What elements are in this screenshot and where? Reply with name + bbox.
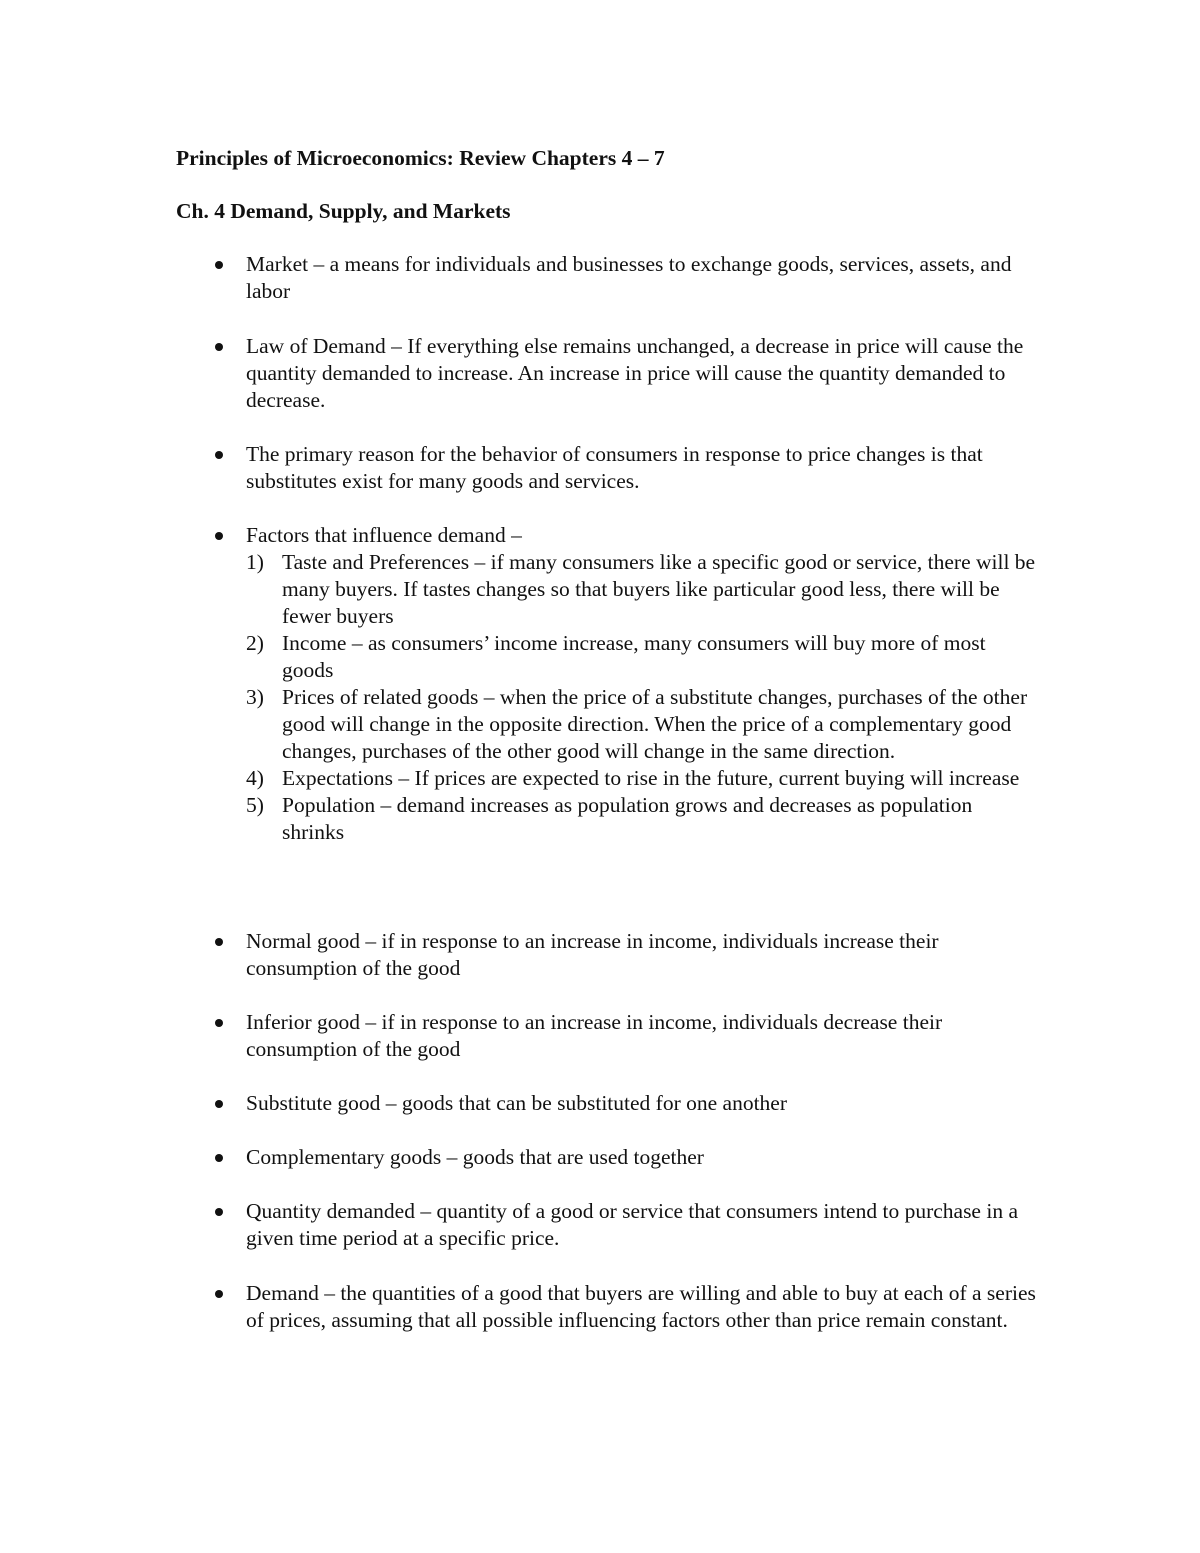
list-item-quantity-demanded [246,1198,1036,1252]
factor-text: Population – demand increases as population grows and decreases as population shrinks [282,793,973,844]
factor-number: 3) [246,685,264,709]
list-item-text: Complementary goods – goods that are used together [246,1145,704,1169]
bullet-icon [215,451,223,459]
list-item-normal-good [246,928,1036,982]
list-item-demand [246,1280,1036,1334]
bullet-icon [215,343,223,351]
list-item-text: Quantity demanded – quantity of a good or service that consumers intend to purchase in a given time period at a specific price. [246,1199,1018,1250]
list-item-text: Substitute good – goods that can be substituted for one another [246,1091,787,1115]
bullet-icon [215,938,223,946]
list-item-text: Demand – the quantities of a good that buyers are willing and able to buy at each of a series of prices, assuming that all possible influencing factors other than price remain constant. [246,1281,1036,1332]
factor-text: Taste and Preferences – if many consumers like a specific good or service, there will be many buyers. If tastes changes so that buyers like particular good less, there will be fewer buyers [282,550,1036,628]
demand-factor-item [246,549,1036,630]
list-item-substitute-good [246,1090,1036,1117]
factor-number: 4) [246,766,264,790]
list-item-text: Normal good – if in response to an increase in income, individuals increase their consumption of the good [246,929,939,980]
list-item-text: Inferior good – if in response to an increase in income, individuals decrease their consumption of the good [246,1010,943,1061]
demand-factors-list [246,549,1036,846]
list-item-complementary-goods [246,1144,1036,1171]
factor-text: Prices of related goods – when the price of a substitute changes, purchases of the other good will change in the opposite direction. When the price of a complementary good changes, purchases of the other good will change in the same direction. [282,685,1028,763]
factor-text: Income – as consumers’ income increase, many consumers will buy more of most goods [282,631,986,682]
list-item-text: The primary reason for the behavior of consumers in response to price changes is that substitutes exist for many goods and services. [246,442,983,493]
list-item-substitutes-reason [246,441,1036,495]
demand-factor-item [246,792,1036,846]
bullet-icon [215,1100,223,1108]
factor-text: Expectations – If prices are expected to rise in the future, current buying will increase [282,766,1020,790]
list-item-market [246,251,1036,305]
bullet-icon [215,1290,223,1298]
list-item-inferior-good [246,1009,1036,1063]
list-item-text: Market – a means for individuals and businesses to exchange goods, services, assets, and labor [246,252,1012,303]
bullet-icon [215,1154,223,1162]
list-item-demand-factors [246,522,1036,846]
bullet-icon [215,1208,223,1216]
list-item-law-of-demand [246,333,1036,414]
demand-factor-item [246,684,1036,765]
bullet-icon [215,532,223,540]
chapter-heading: Ch. 4 Demand, Supply, and Markets [176,199,511,223]
demand-factor-item [246,765,1036,792]
factor-number: 5) [246,793,264,817]
list-item-text: Law of Demand – If everything else remains unchanged, a decrease in price will cause the quantity demanded to increase. An increase in price will cause the quantity demanded to decrease. [246,334,1024,412]
bullet-icon [215,1019,223,1027]
factor-number: 2) [246,631,264,655]
factor-number: 1) [246,550,264,574]
demand-factor-item [246,630,1036,684]
list-item-text: Factors that influence demand – [246,523,522,547]
bullet-icon [215,261,223,269]
document-title: Principles of Microeconomics: Review Chapters 4 – 7 [176,146,665,170]
